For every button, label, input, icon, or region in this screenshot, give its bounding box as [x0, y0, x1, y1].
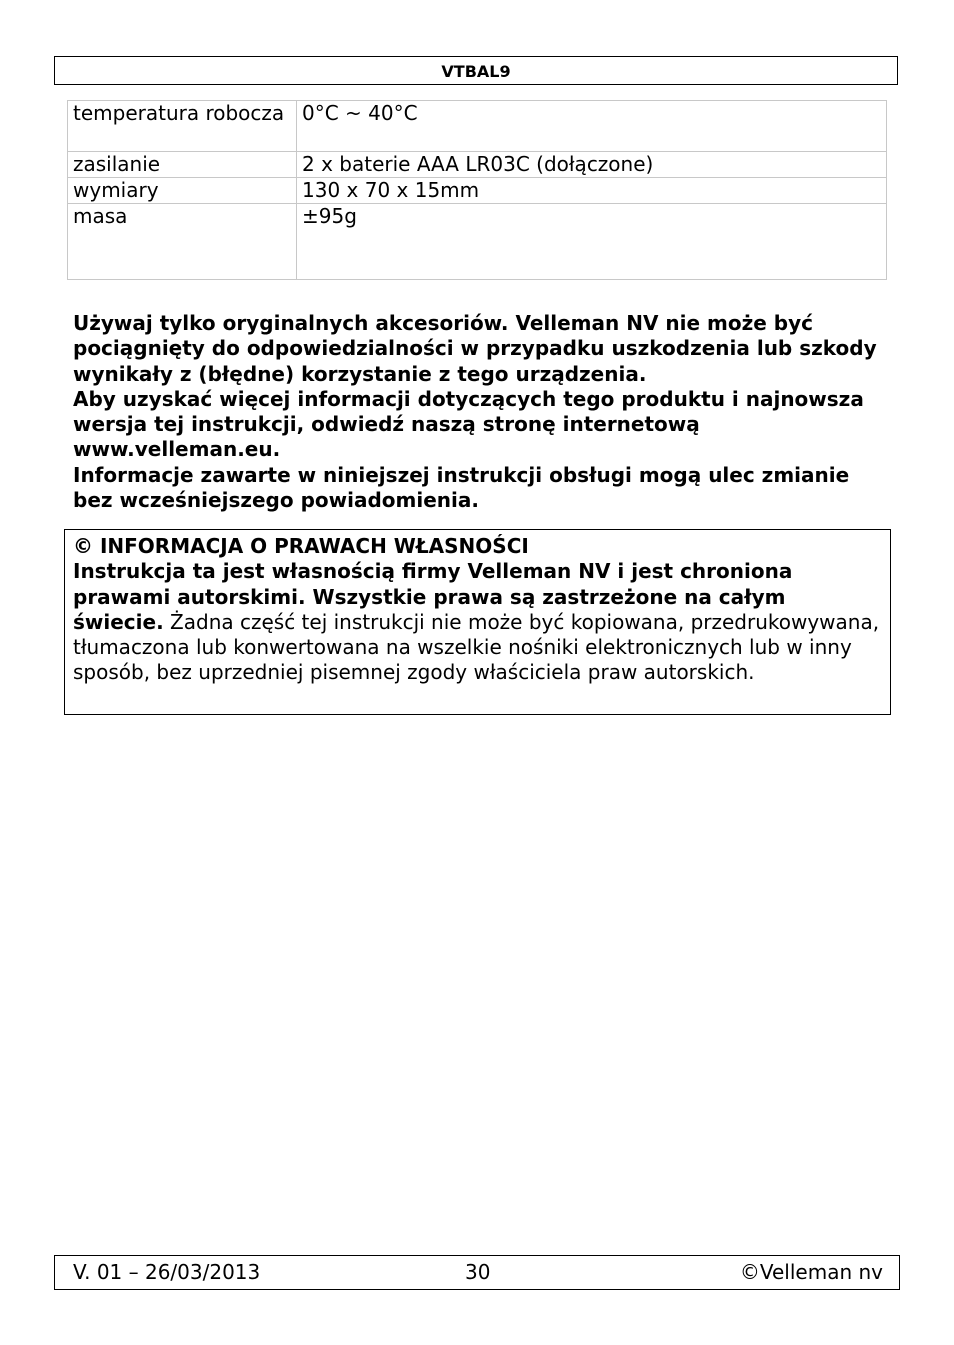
spec-label: masa — [68, 204, 297, 280]
spec-value: 2 x baterie AAA LR03C (dołączone) — [297, 152, 887, 178]
spec-table — [67, 100, 887, 280]
spec-label: zasilanie — [68, 152, 297, 178]
document-footer — [54, 1255, 900, 1290]
notice-paragraph-changes: Informacje zawarte w niniejszej instrukcji obsługi mogą ulec zmianie bez wcześniejszego powiadomienia. — [73, 462, 850, 513]
copyright-box — [64, 529, 891, 715]
document-header — [54, 56, 898, 85]
notice-paragraph-accessories: Używaj tylko oryginalnych akcesoriów. Velleman NV nie może być pociągnięty do odpowiedzialności w przypadku uszkodzenia lub szkody wynikały z (błędne) korzystanie z tego urządzenia. — [73, 311, 877, 386]
table-row — [68, 101, 887, 152]
footer-copyright: ©Velleman nv — [739, 1260, 883, 1284]
spec-label: wymiary — [68, 178, 297, 204]
copyright-body — [73, 559, 882, 685]
spec-label: temperatura robocza — [68, 101, 297, 152]
notice-text — [73, 311, 883, 513]
spec-value: ±95g — [297, 204, 887, 280]
spec-value: 130 x 70 x 15mm — [297, 178, 887, 204]
header-title: VTBAL9 — [441, 62, 511, 81]
spec-value: 0°C ~ 40°C — [297, 101, 887, 152]
footer-version: V. 01 – 26/03/2013 — [73, 1260, 261, 1284]
copyright-normal-text: Żadna część tej instrukcji nie może być kopiowana, przedrukowywana, tłumaczona lub konwertowana na wszelkie nośniki elektronicznych lub w inny sposób, bez uprzedniej pisemnej zgody właściciela praw autorskich. — [73, 609, 880, 685]
table-row — [68, 204, 887, 280]
notice-paragraph-more-info: Aby uzyskać więcej informacji dotyczących tego produktu i najnowsza wersja tej instrukcji, odwiedź naszą stronę internetową www.velleman.eu. — [73, 386, 864, 462]
copyright-heading: © INFORMACJA O PRAWACH WŁASNOŚCI — [73, 534, 529, 558]
copyright-bold-text: Instrukcja ta jest własnością firmy Velleman NV i jest chroniona prawami autorskimi. Wszystkie prawa są zastrzeżone na całym świecie. — [73, 559, 793, 634]
table-row — [68, 152, 887, 178]
footer-page-number: 30 — [465, 1260, 491, 1284]
table-row — [68, 178, 887, 204]
